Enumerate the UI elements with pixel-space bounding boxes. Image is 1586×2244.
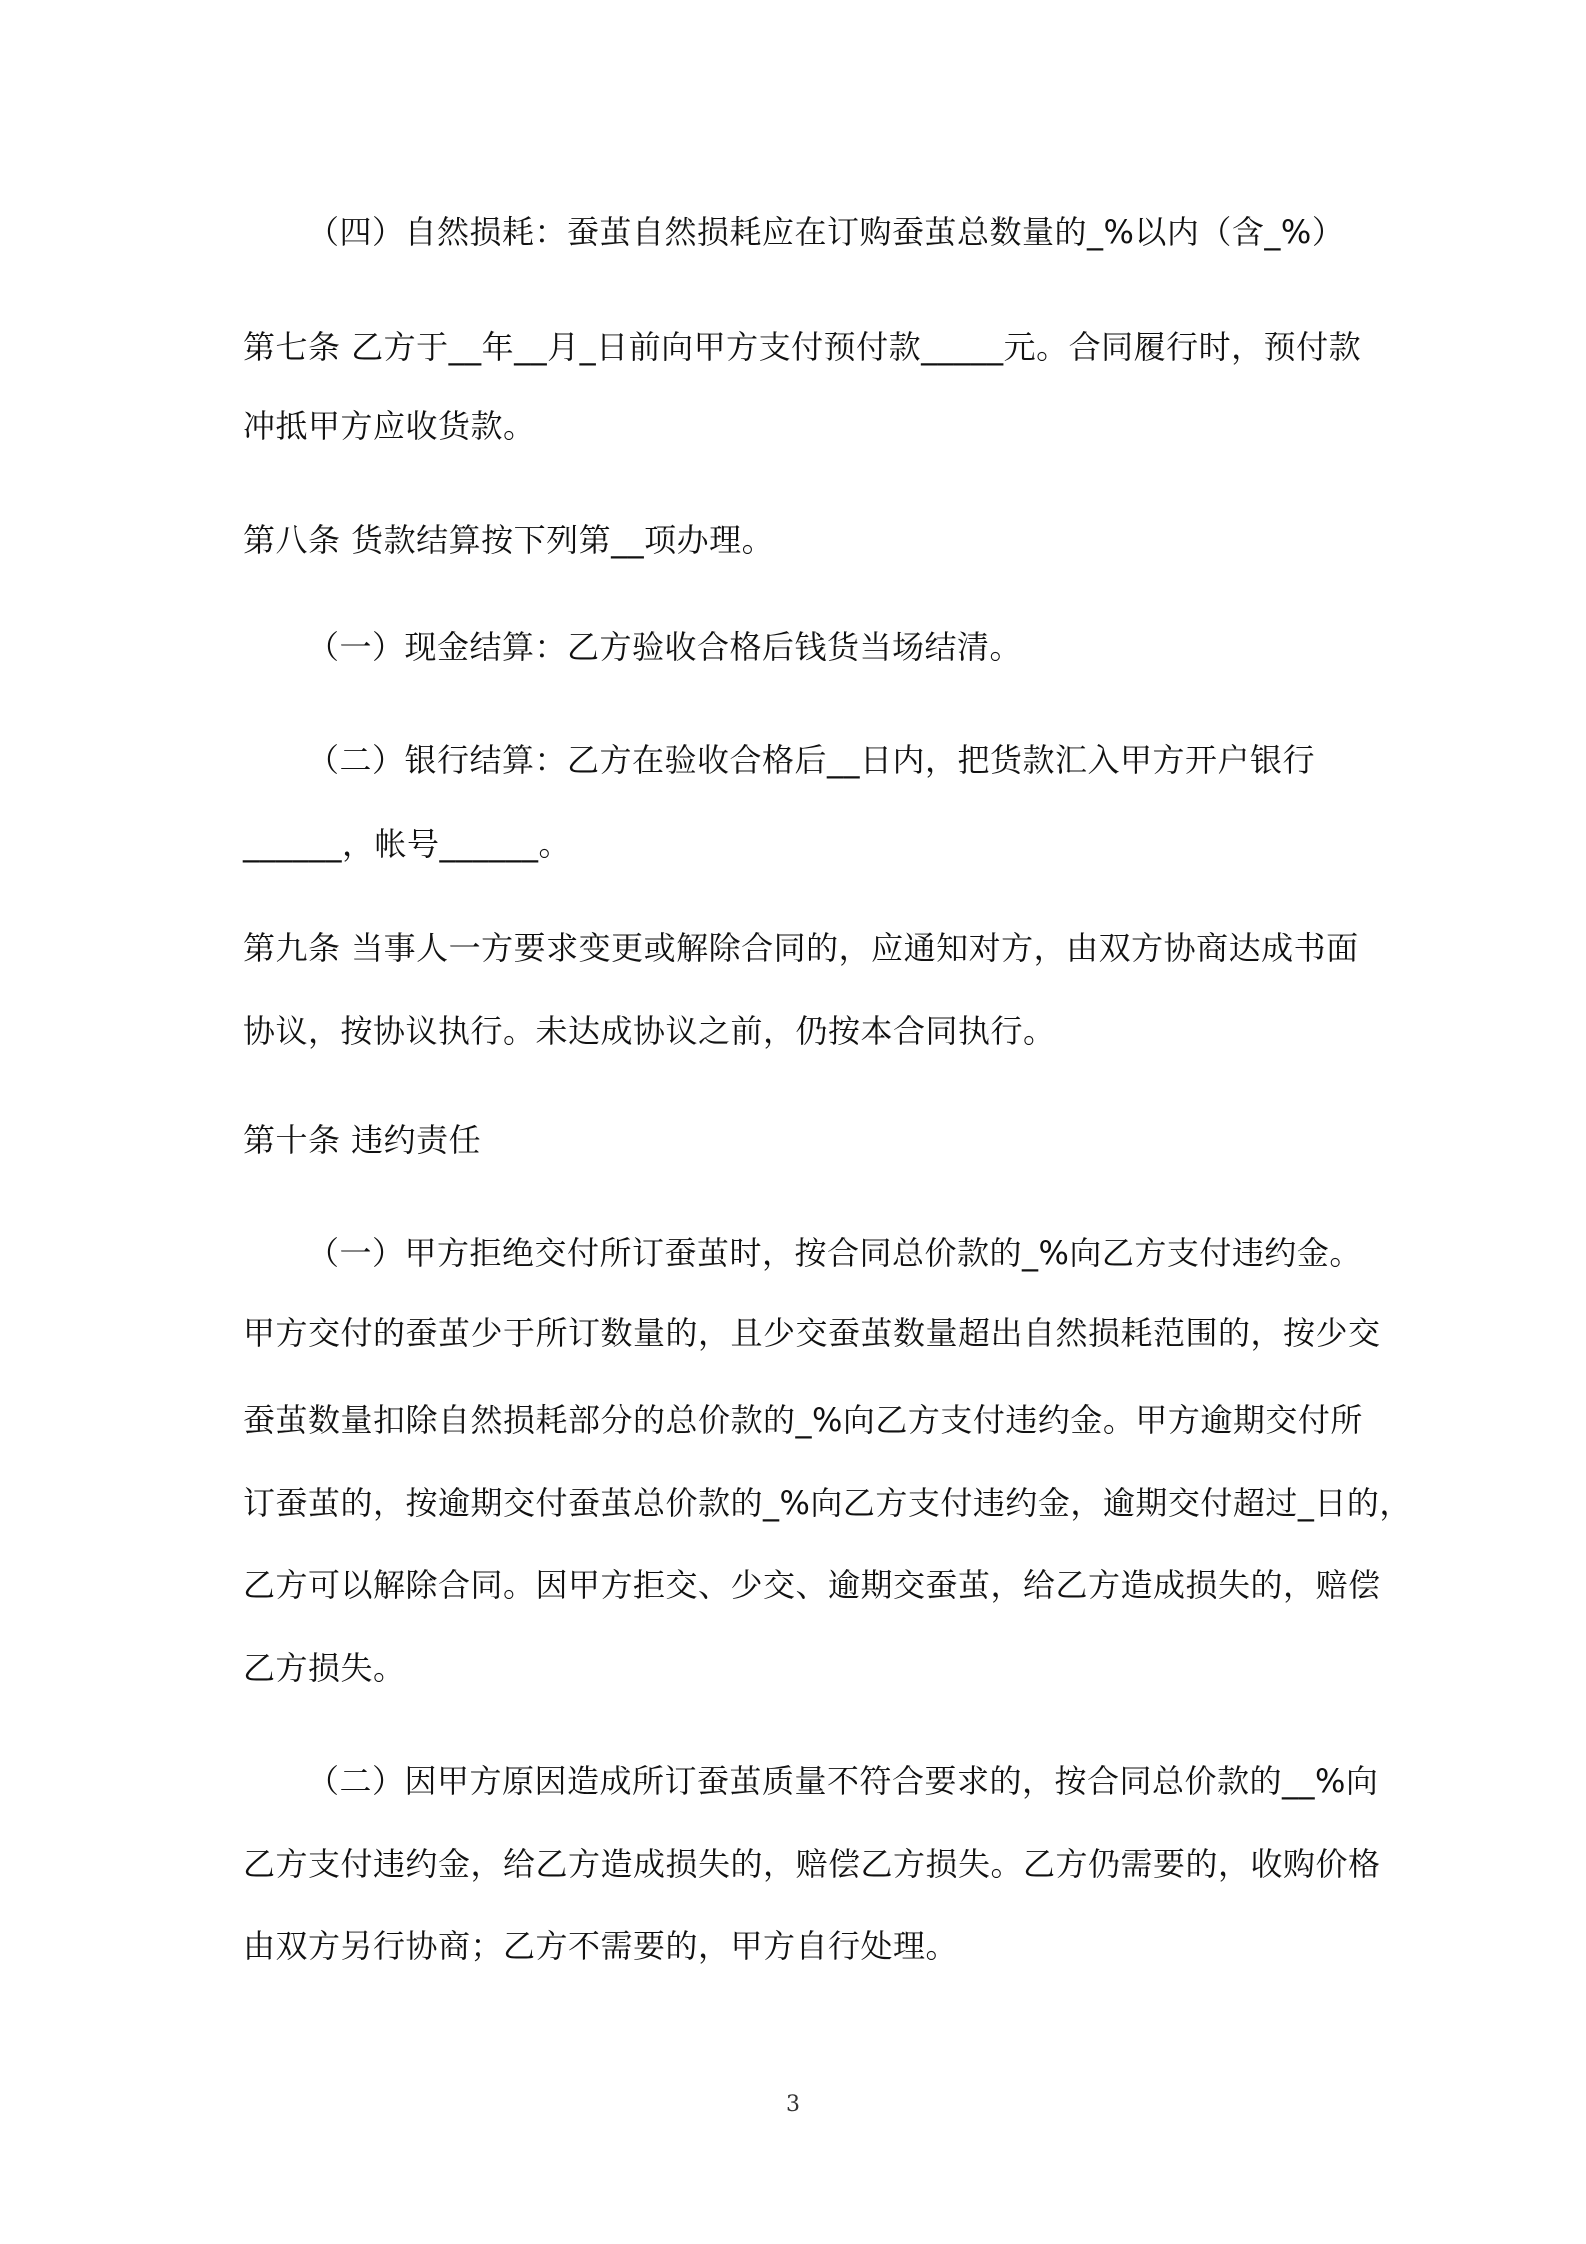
paragraph-line: ______，帐号______。 <box>243 825 572 863</box>
paragraph-line: 冲抵甲方应收货款。 <box>243 407 536 445</box>
paragraph-line: 甲方交付的蚕茧少于所订数量的，且少交蚕茧数量超出自然损耗范围的，按少交 <box>243 1314 1381 1352</box>
paragraph-line: 由双方另行协商；乙方不需要的，甲方自行处理。 <box>243 1927 959 1965</box>
paragraph-line: 协议，按协议执行。未达成协议之前，仍按本合同执行。 <box>243 1012 1056 1050</box>
paragraph-line: （一）甲方拒绝交付所订蚕茧时，按合同总价款的_%向乙方支付违约金。 <box>307 1234 1362 1272</box>
paragraph-line: 第十条 违约责任 <box>243 1121 482 1159</box>
paragraph-line: （二）因甲方原因造成所订蚕茧质量不符合要求的，按合同总价款的__%向 <box>307 1762 1379 1800</box>
paragraph-line: 乙方损失。 <box>243 1649 406 1687</box>
paragraph-line: 乙方支付违约金，给乙方造成损失的，赔偿乙方损失。乙方仍需要的，收购价格 <box>243 1845 1381 1883</box>
paragraph-line: （一）现金结算：乙方验收合格后钱货当场结清。 <box>307 628 1023 666</box>
paragraph-line: 蚕茧数量扣除自然损耗部分的总价款的_%向乙方支付违约金。甲方逾期交付所 <box>243 1401 1363 1439</box>
paragraph-line: 第八条 货款结算按下列第__项办理。 <box>243 521 775 559</box>
paragraph-line: 订蚕茧的，按逾期交付蚕茧总价款的_%向乙方支付违约金，逾期交付超过_日的， <box>243 1484 1412 1522</box>
page-number: 3 <box>786 2092 800 2117</box>
paragraph-line: 乙方可以解除合同。因甲方拒交、少交、逾期交蚕茧，给乙方造成损失的，赔偿 <box>243 1566 1381 1604</box>
paragraph-line: （四）自然损耗：蚕茧自然损耗应在订购蚕茧总数量的_%以内（含_%） <box>307 213 1345 251</box>
paragraph-line: 第七条 乙方于__年__月_日前向甲方支付预付款_____元。合同履行时，预付款 <box>243 328 1362 366</box>
paragraph-line: （二）银行结算：乙方在验收合格后__日内，把货款汇入甲方开户银行 <box>307 741 1316 779</box>
paragraph-line: 第九条 当事人一方要求变更或解除合同的，应通知对方，由双方协商达成书面 <box>243 929 1359 967</box>
